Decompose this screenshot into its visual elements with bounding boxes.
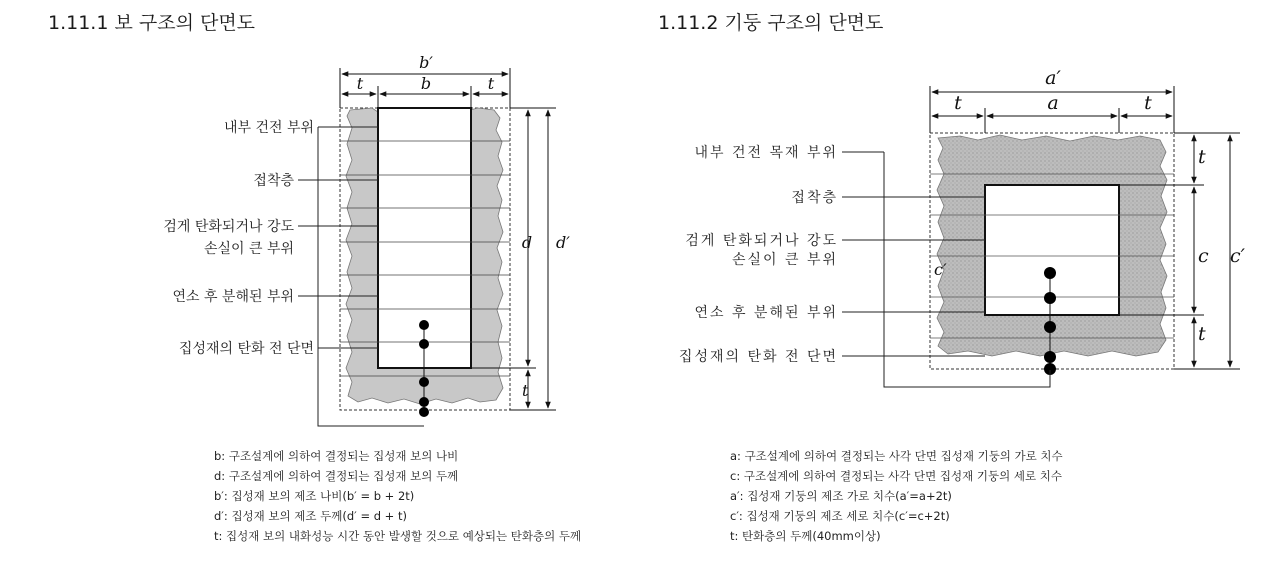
column-legend: [730, 446, 1063, 546]
column-legend-item: t: 탄화층의 두께(40mm이상): [730, 529, 881, 543]
beam-legend-item: t: 집성재 보의 내화성능 시간 동안 발생할 것으로 예상되는 탄화층의 두께: [214, 529, 582, 543]
beam-label-charred-2: 손실이 큰 부위: [203, 241, 294, 257]
column-label-adhesive: 접착층: [791, 190, 838, 206]
column-dim-t-left: t: [954, 92, 962, 114]
column-label-original: 집성재의 탄화 전 단면: [678, 349, 838, 365]
column-legend-item: a: 구조설계에 의하여 결정되는 사각 단면 집성재 기둥의 가로 치수: [730, 449, 1063, 463]
column-section-title: 1.11.2 기둥 구조의 단면도: [658, 12, 884, 34]
column-dim-c: c: [1198, 245, 1209, 267]
column-dim-c-prime: c′: [1230, 245, 1245, 267]
beam-label-sound-wood: 내부 건전 부위: [223, 120, 314, 136]
beam-legend-item: d′: 집성재 보의 제조 두께(d′ = d + t): [214, 509, 407, 523]
column-label-sound-wood: 내부 건전 목재 부위: [694, 145, 838, 161]
beam-label-original: 집성재의 탄화 전 단면: [178, 341, 314, 357]
beam-dim-d-prime: d′: [556, 233, 570, 252]
beam-dim-t-left: t: [356, 74, 364, 93]
beam-label-charred-1: 검게 탄화되거나 강도: [163, 219, 294, 235]
column-label-charred-1: 검게 탄화되거나 강도: [685, 233, 838, 249]
beam-dim-b-prime: b′: [419, 53, 433, 72]
column-legend-item: a′: 집성재 기둥의 제조 가로 치수(a′=a+2t): [730, 489, 952, 503]
column-label-charred-2: 손실이 큰 부위: [731, 252, 838, 268]
column-dim-t-bottom: t: [1198, 323, 1206, 345]
beam-legend-item: d: 구조설계에 의하여 결정되는 집성재 보의 두께: [214, 469, 459, 483]
beam-section-title: 1.11.1 보 구조의 단면도: [48, 12, 256, 34]
column-dim-side-c: c′: [934, 260, 947, 279]
column-dim-t-right: t: [1144, 92, 1152, 114]
column-dim-t-top: t: [1198, 146, 1206, 168]
beam-label-pyrolysis: 연소 후 분해된 부위: [172, 289, 294, 305]
column-legend-item: c: 구조설계에 의하여 결정되는 사각 단면 집성재 기둥의 세로 치수: [730, 469, 1062, 483]
beam-diagram: [163, 53, 570, 426]
column-dim-a: a: [1047, 92, 1059, 114]
beam-dim-b: b: [420, 74, 432, 93]
column-dim-a-prime: a′: [1045, 67, 1061, 89]
beam-dim-t-right: t: [487, 74, 495, 93]
column-diagram: [679, 67, 1246, 387]
beam-dim-t-bottom: t: [522, 381, 529, 400]
beam-legend-item: b: 구조설계에 의하여 결정되는 집성재 보의 나비: [214, 449, 459, 463]
column-legend-item: c′: 집성재 기둥의 제조 세로 치수(c′=c+2t): [730, 509, 950, 523]
beam-dim-d: d: [521, 233, 533, 252]
beam-legend-item: b′: 집성재 보의 제조 나비(b′ = b + 2t): [214, 489, 415, 503]
beam-label-adhesive: 접착층: [253, 173, 294, 189]
column-label-pyrolysis: 연소 후 분해된 부위: [694, 305, 838, 321]
beam-legend: [214, 446, 581, 546]
